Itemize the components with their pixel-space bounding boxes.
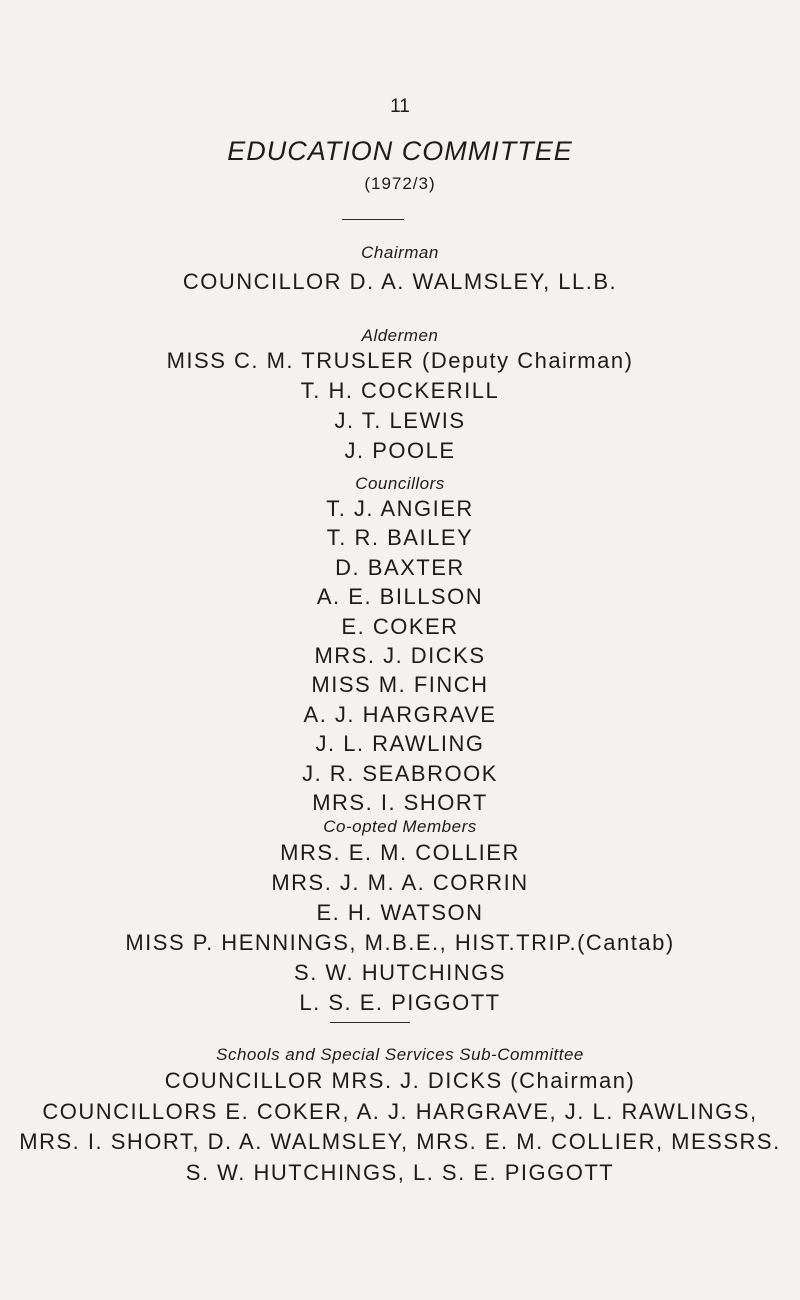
councillor-name: MISS M. FINCH: [311, 672, 489, 698]
chairman-heading: Chairman: [361, 243, 439, 262]
coopted-member-name: MRS. J. M. A. CORRIN: [271, 870, 529, 895]
councillor-name: A. E. BILLSON: [316, 584, 484, 610]
coopted-member-name: MRS. E. M. COLLIER: [280, 840, 520, 865]
subcommittee-heading: Schools and Special Services Sub-Committee: [216, 1045, 584, 1064]
subcommittee-line: MRS. I. SHORT, D. A. WALMSLEY, MRS. E. M. COLLIER, MESSRS.: [19, 1129, 781, 1154]
councillor-name: MRS. J. DICKS: [314, 643, 486, 669]
councillor-name: J. L. RAWLING: [315, 731, 485, 757]
chairman-name: COUNCILLOR D. A. WALMSLEY, LL.B.: [182, 269, 618, 294]
aldermen-list: [0, 346, 800, 466]
subcommittee-line: S. W. HUTCHINGS, L. S. E. PIGGOTT: [185, 1159, 615, 1185]
councillor-name: MRS. I. SHORT: [312, 790, 488, 816]
aldermen-heading: Aldermen: [361, 326, 439, 345]
councillor-name: J. R. SEABROOK: [302, 760, 498, 786]
coopted-list: [0, 838, 800, 1018]
subcommittee-line: COUNCILLORS E. COKER, A. J. HARGRAVE, J. L. RAWLINGS,: [42, 1098, 758, 1124]
councillor-name: A. J. HARGRAVE: [303, 701, 497, 727]
councillors-list: [0, 494, 800, 817]
subcommittee-members: [0, 1066, 800, 1188]
alderman-name: T. H. COCKERILL: [300, 378, 500, 403]
alderman-name: MISS C. M. TRUSLER (Deputy Chairman): [166, 348, 634, 373]
coopted-member-name: MISS P. HENNINGS, M.B.E., HIST.TRIP.(Cantab): [125, 930, 675, 955]
divider-top: [342, 219, 404, 220]
councillor-name: E. COKER: [341, 613, 459, 639]
page-number: 11: [390, 96, 410, 117]
subcommittee-line: COUNCILLOR MRS. J. DICKS (Chairman): [164, 1068, 636, 1093]
coopted-member-name: E. H. WATSON: [316, 900, 484, 925]
committee-year: (1972/3): [364, 174, 436, 193]
councillor-name: T. J. ANGIER: [326, 496, 474, 521]
divider-bottom: [330, 1022, 410, 1023]
councillor-name: T. R. BAILEY: [326, 525, 474, 551]
alderman-name: J. T. LEWIS: [334, 408, 466, 433]
coopted-heading: Co-opted Members: [323, 817, 477, 836]
coopted-member-name: L. S. E. PIGGOTT: [299, 990, 501, 1015]
councillor-name: D. BAXTER: [335, 554, 465, 580]
alderman-name: J. POOLE: [344, 438, 456, 463]
page-title: EDUCATION COMMITTEE: [227, 136, 573, 166]
councillors-heading: Councillors: [355, 474, 445, 493]
coopted-member-name: S. W. HUTCHINGS: [294, 960, 506, 985]
